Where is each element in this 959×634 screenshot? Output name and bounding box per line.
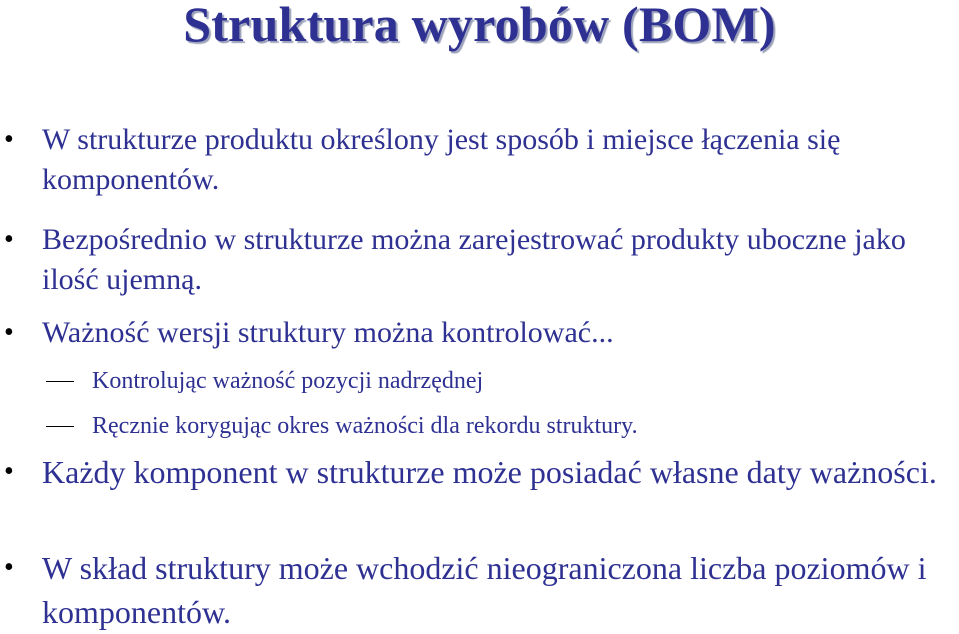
- bullet-dot-icon: •: [4, 224, 14, 255]
- bullet-item: [0, 546, 950, 634]
- bullet-item: [0, 220, 950, 300]
- sub-bullet-text: Kontrolując ważność pozycji nadrzędnej: [92, 368, 484, 394]
- bullet-dot-icon: •: [4, 317, 14, 348]
- dash-icon: [46, 426, 74, 427]
- bullet-text: Każdy komponent w strukturze może posiadać własne daty ważności.: [42, 454, 937, 490]
- bullet-item: [0, 120, 950, 200]
- bullet-dot-icon: •: [4, 552, 14, 583]
- bullet-item: [0, 450, 950, 494]
- slide-title: Struktura wyrobów (BOM): [183, 0, 776, 52]
- sub-bullet-text: Ręcznie korygując okres ważności dla rekordu struktury.: [92, 413, 638, 439]
- bullet-text: W strukturze produktu określony jest sposób i miejsce łączenia się komponentów.: [42, 123, 841, 196]
- bullet-text: Ważność wersji struktury można kontrolować...: [42, 316, 614, 349]
- bullet-text: W skład struktury może wchodzić nieograniczona liczba poziomów i komponentów.: [42, 550, 927, 630]
- sub-bullet-item: [0, 406, 950, 446]
- bullet-item: [0, 313, 950, 353]
- dash-icon: [46, 381, 74, 382]
- sub-bullet-item: [0, 361, 950, 401]
- bullet-text: Bezpośrednio w strukturze można zarejestrować produkty uboczne jako ilość ujemną.: [42, 223, 906, 296]
- bullet-dot-icon: •: [4, 124, 14, 155]
- bullet-dot-icon: •: [4, 456, 14, 487]
